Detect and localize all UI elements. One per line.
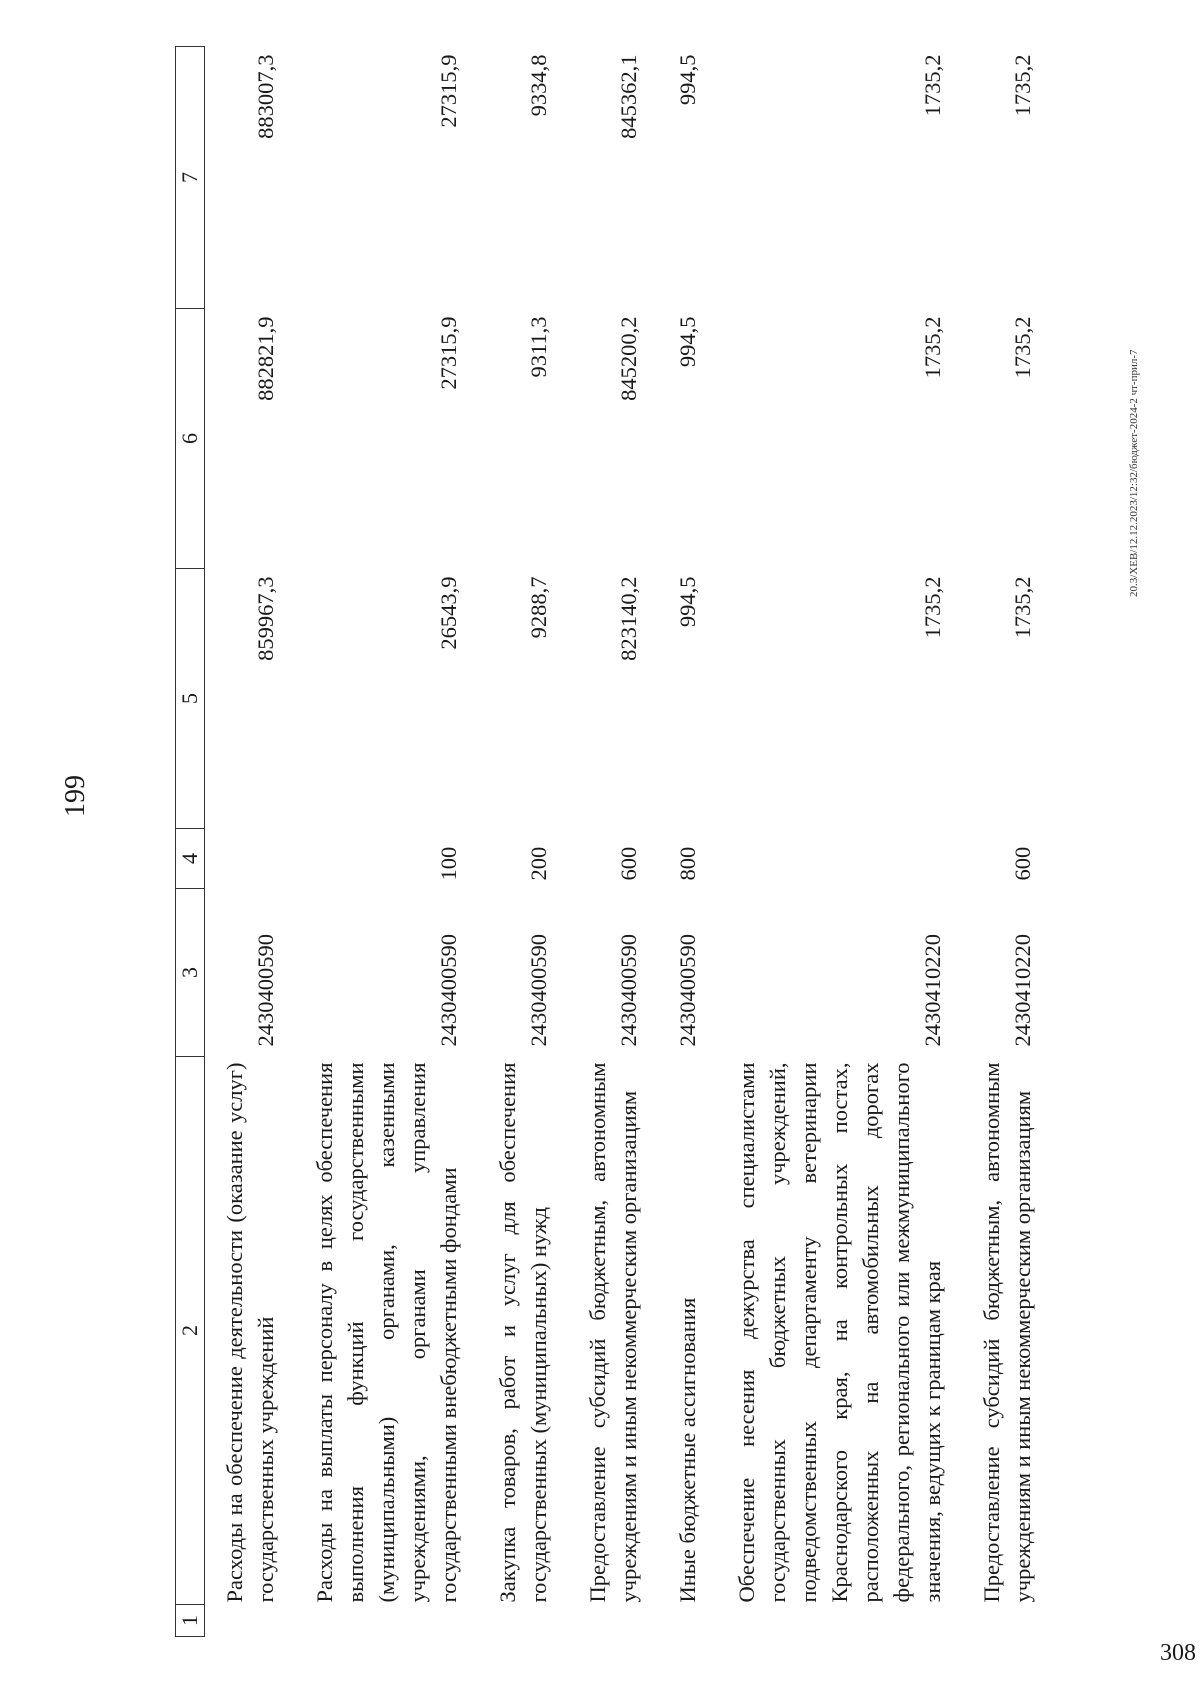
row-expense-type: 100 xyxy=(436,846,461,881)
table-row xyxy=(568,47,658,1637)
sheet-number: 308 xyxy=(1160,1640,1196,1666)
row-description: Расходы на выплаты персоналу в целях обеспечения выполнения функций государственными (муниципальными) органами, казенными учреждениями, органами управления государственными внебюджетными фондами xyxy=(312,1062,461,1603)
row-value-2025: 845200,2 xyxy=(616,316,641,401)
row-value-2026: 9334,8 xyxy=(526,54,551,117)
page-number: 199 xyxy=(60,775,91,817)
row-value-2025: 27315,9 xyxy=(436,316,461,390)
row-value-2024: 994,5 xyxy=(675,576,700,628)
row-value-2025: 1735,2 xyxy=(920,316,945,379)
table-row xyxy=(658,47,717,1637)
row-value-2024: 26543,9 xyxy=(436,576,461,650)
header-col-6: 6 xyxy=(176,309,205,569)
row-expense-type xyxy=(717,829,962,889)
cell-empty xyxy=(658,1605,717,1637)
row-value-2026: 883007,3 xyxy=(253,54,278,139)
budget-table xyxy=(175,46,1052,1637)
table-row xyxy=(478,47,568,1637)
cell-empty xyxy=(295,1605,478,1637)
table-row xyxy=(205,47,296,1637)
row-target-code: 2430410220 xyxy=(920,934,945,1047)
row-target-code: 2430410220 xyxy=(1010,934,1035,1047)
row-target-code: 2430400590 xyxy=(436,934,461,1047)
row-value-2026: 994,5 xyxy=(675,54,700,106)
row-value-2025: 994,5 xyxy=(675,316,700,368)
row-value-2026: 27315,9 xyxy=(436,54,461,128)
row-target-code: 2430400590 xyxy=(253,934,278,1047)
table-row xyxy=(717,47,962,1637)
row-value-2024: 823140,2 xyxy=(616,576,641,661)
cell-empty xyxy=(962,1605,1052,1637)
row-description: Обеспечение несения дежурства специалистами государственных бюджетных учреждений, подведомственных департаменту ветеринарии Краснодарского края, на контрольных постах, расположенных на автомобильных дорогах федерального, регионального или межмуниципального значения, ведущих к границам края xyxy=(734,1062,945,1603)
row-description: Предоставление субсидий бюджетным, автономным учреждениям и иным некоммерческим организациям xyxy=(585,1062,641,1603)
row-description: Расходы на обеспечение деятельности (оказание услуг) государственных учреждений xyxy=(222,1062,278,1603)
row-value-2025: 882821,9 xyxy=(253,316,278,401)
row-value-2024: 1735,2 xyxy=(920,576,945,639)
header-col-5: 5 xyxy=(176,569,205,829)
row-value-2024: 9288,7 xyxy=(526,576,551,639)
row-target-code: 2430400590 xyxy=(616,934,641,1047)
cell-empty xyxy=(717,1605,962,1637)
header-col-4: 4 xyxy=(176,829,205,889)
row-description: Предоставление субсидий бюджетным, автономным учреждениям и иным некоммерческим организациям xyxy=(979,1062,1035,1603)
table-row xyxy=(962,47,1052,1637)
header-col-1: 1 xyxy=(176,1605,205,1637)
row-value-2024: 859967,3 xyxy=(253,576,278,661)
table-header-row xyxy=(176,47,205,1637)
header-col-7: 7 xyxy=(176,47,205,309)
cell-empty xyxy=(205,1605,296,1637)
row-expense-type xyxy=(205,829,296,889)
row-value-2024: 1735,2 xyxy=(1010,576,1035,639)
header-col-3: 3 xyxy=(176,889,205,1057)
row-value-2026: 845362,1 xyxy=(616,54,641,139)
cell-empty xyxy=(478,1605,568,1637)
row-description: Закупка товаров, работ и услуг для обеспечения государственных (муниципальных) нужд xyxy=(495,1062,551,1603)
header-col-2: 2 xyxy=(176,1057,205,1605)
row-expense-type: 600 xyxy=(616,846,641,881)
budget-table-container xyxy=(175,47,1052,1637)
row-expense-type: 200 xyxy=(526,846,551,881)
table-row xyxy=(295,47,478,1637)
cell-empty xyxy=(568,1605,658,1637)
row-value-2025: 9311,3 xyxy=(526,316,551,378)
row-expense-type: 800 xyxy=(675,846,700,881)
row-value-2025: 1735,2 xyxy=(1010,316,1035,379)
row-value-2026: 1735,2 xyxy=(920,54,945,117)
row-target-code: 2430400590 xyxy=(675,934,700,1047)
row-target-code: 2430400590 xyxy=(526,934,551,1047)
row-value-2026: 1735,2 xyxy=(1010,54,1035,117)
row-expense-type: 600 xyxy=(1010,846,1035,881)
row-description: Иные бюджетные ассигнования xyxy=(675,1297,700,1603)
footer-document-code: 20.3/XEB/12.12.2023/12:32/бюджет-2024-2 чт-прил-7 xyxy=(1128,349,1140,597)
